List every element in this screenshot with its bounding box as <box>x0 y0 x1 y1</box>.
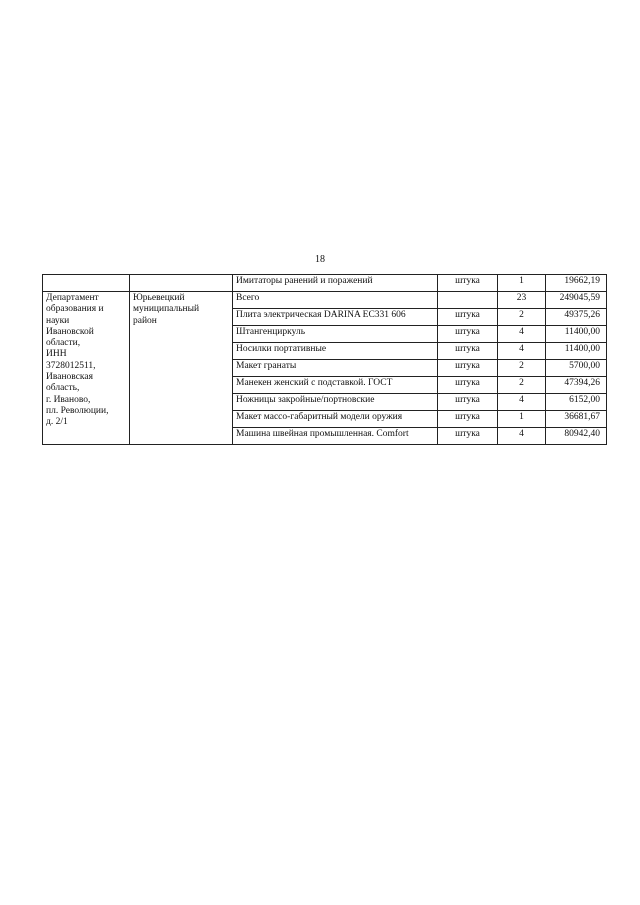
item-name: Плита электрическая DARINA EC331 606 <box>233 309 438 326</box>
item-qty: 4 <box>498 326 546 343</box>
item-name: Носилки портативные <box>233 343 438 360</box>
org-line: Департамент <box>46 293 99 303</box>
item-name: Ножницы закройные/портновские <box>233 394 438 411</box>
item-qty: 4 <box>498 428 546 445</box>
page-number: 18 <box>315 254 325 265</box>
org-cell-empty <box>43 275 130 292</box>
organization-cell <box>43 292 130 445</box>
table-row-total <box>43 292 607 309</box>
district-cell-empty <box>130 275 233 292</box>
org-line: 3728012511, <box>46 360 96 371</box>
item-name: Макет гранаты <box>233 360 438 377</box>
org-line: образования и <box>46 304 104 315</box>
item-sum: 47394,26 <box>546 377 607 394</box>
item-sum: 80942,40 <box>546 428 607 445</box>
district-cell <box>130 292 233 445</box>
item-unit: штука <box>438 275 498 292</box>
item-unit: штука <box>438 411 498 428</box>
total-sum: 249045,59 <box>546 292 607 309</box>
org-line: науки <box>46 315 70 326</box>
item-unit: штука <box>438 428 498 445</box>
item-sum: 11400,00 <box>546 326 607 343</box>
total-unit <box>438 292 498 309</box>
total-label: Всего <box>233 292 438 309</box>
district-line: муниципальный <box>133 304 200 315</box>
item-name: Макет массо-габаритный модели оружия <box>233 411 438 428</box>
item-qty: 2 <box>498 377 546 394</box>
district-line: район <box>133 315 157 326</box>
item-qty: 4 <box>498 394 546 411</box>
item-unit: штука <box>438 309 498 326</box>
item-name: Штангенциркуль <box>233 326 438 343</box>
total-qty: 23 <box>498 292 546 309</box>
item-qty: 4 <box>498 343 546 360</box>
org-line: Ивановская <box>46 372 93 383</box>
org-line: область, <box>46 383 80 394</box>
item-sum: 36681,67 <box>546 411 607 428</box>
item-qty: 2 <box>498 309 546 326</box>
district-line: Юрьевецкий <box>133 293 185 303</box>
table-row-continuation <box>43 275 607 292</box>
distribution-table <box>42 274 607 445</box>
item-unit: штука <box>438 360 498 377</box>
org-line: ИНН <box>46 349 67 360</box>
item-sum: 6152,00 <box>546 394 607 411</box>
item-name: Манекен женский с подставкой. ГОСТ <box>233 377 438 394</box>
item-unit: штука <box>438 394 498 411</box>
item-name: Машина швейная промышленная. Comfort <box>233 428 438 445</box>
item-qty: 1 <box>498 275 546 292</box>
org-line: г. Иваново, <box>46 394 91 405</box>
item-sum: 11400,00 <box>546 343 607 360</box>
item-unit: штука <box>438 377 498 394</box>
item-sum: 19662,19 <box>546 275 607 292</box>
org-line: области, <box>46 338 81 349</box>
item-qty: 1 <box>498 411 546 428</box>
item-sum: 5700,00 <box>546 360 607 377</box>
org-line: Ивановской <box>46 326 94 337</box>
org-line: пл. Революции, <box>46 405 109 416</box>
item-name: Имитаторы ранений и поражений <box>233 275 438 292</box>
org-line: д. 2/1 <box>46 417 68 428</box>
item-sum: 49375,26 <box>546 309 607 326</box>
item-unit: штука <box>438 326 498 343</box>
item-qty: 2 <box>498 360 546 377</box>
item-unit: штука <box>438 343 498 360</box>
